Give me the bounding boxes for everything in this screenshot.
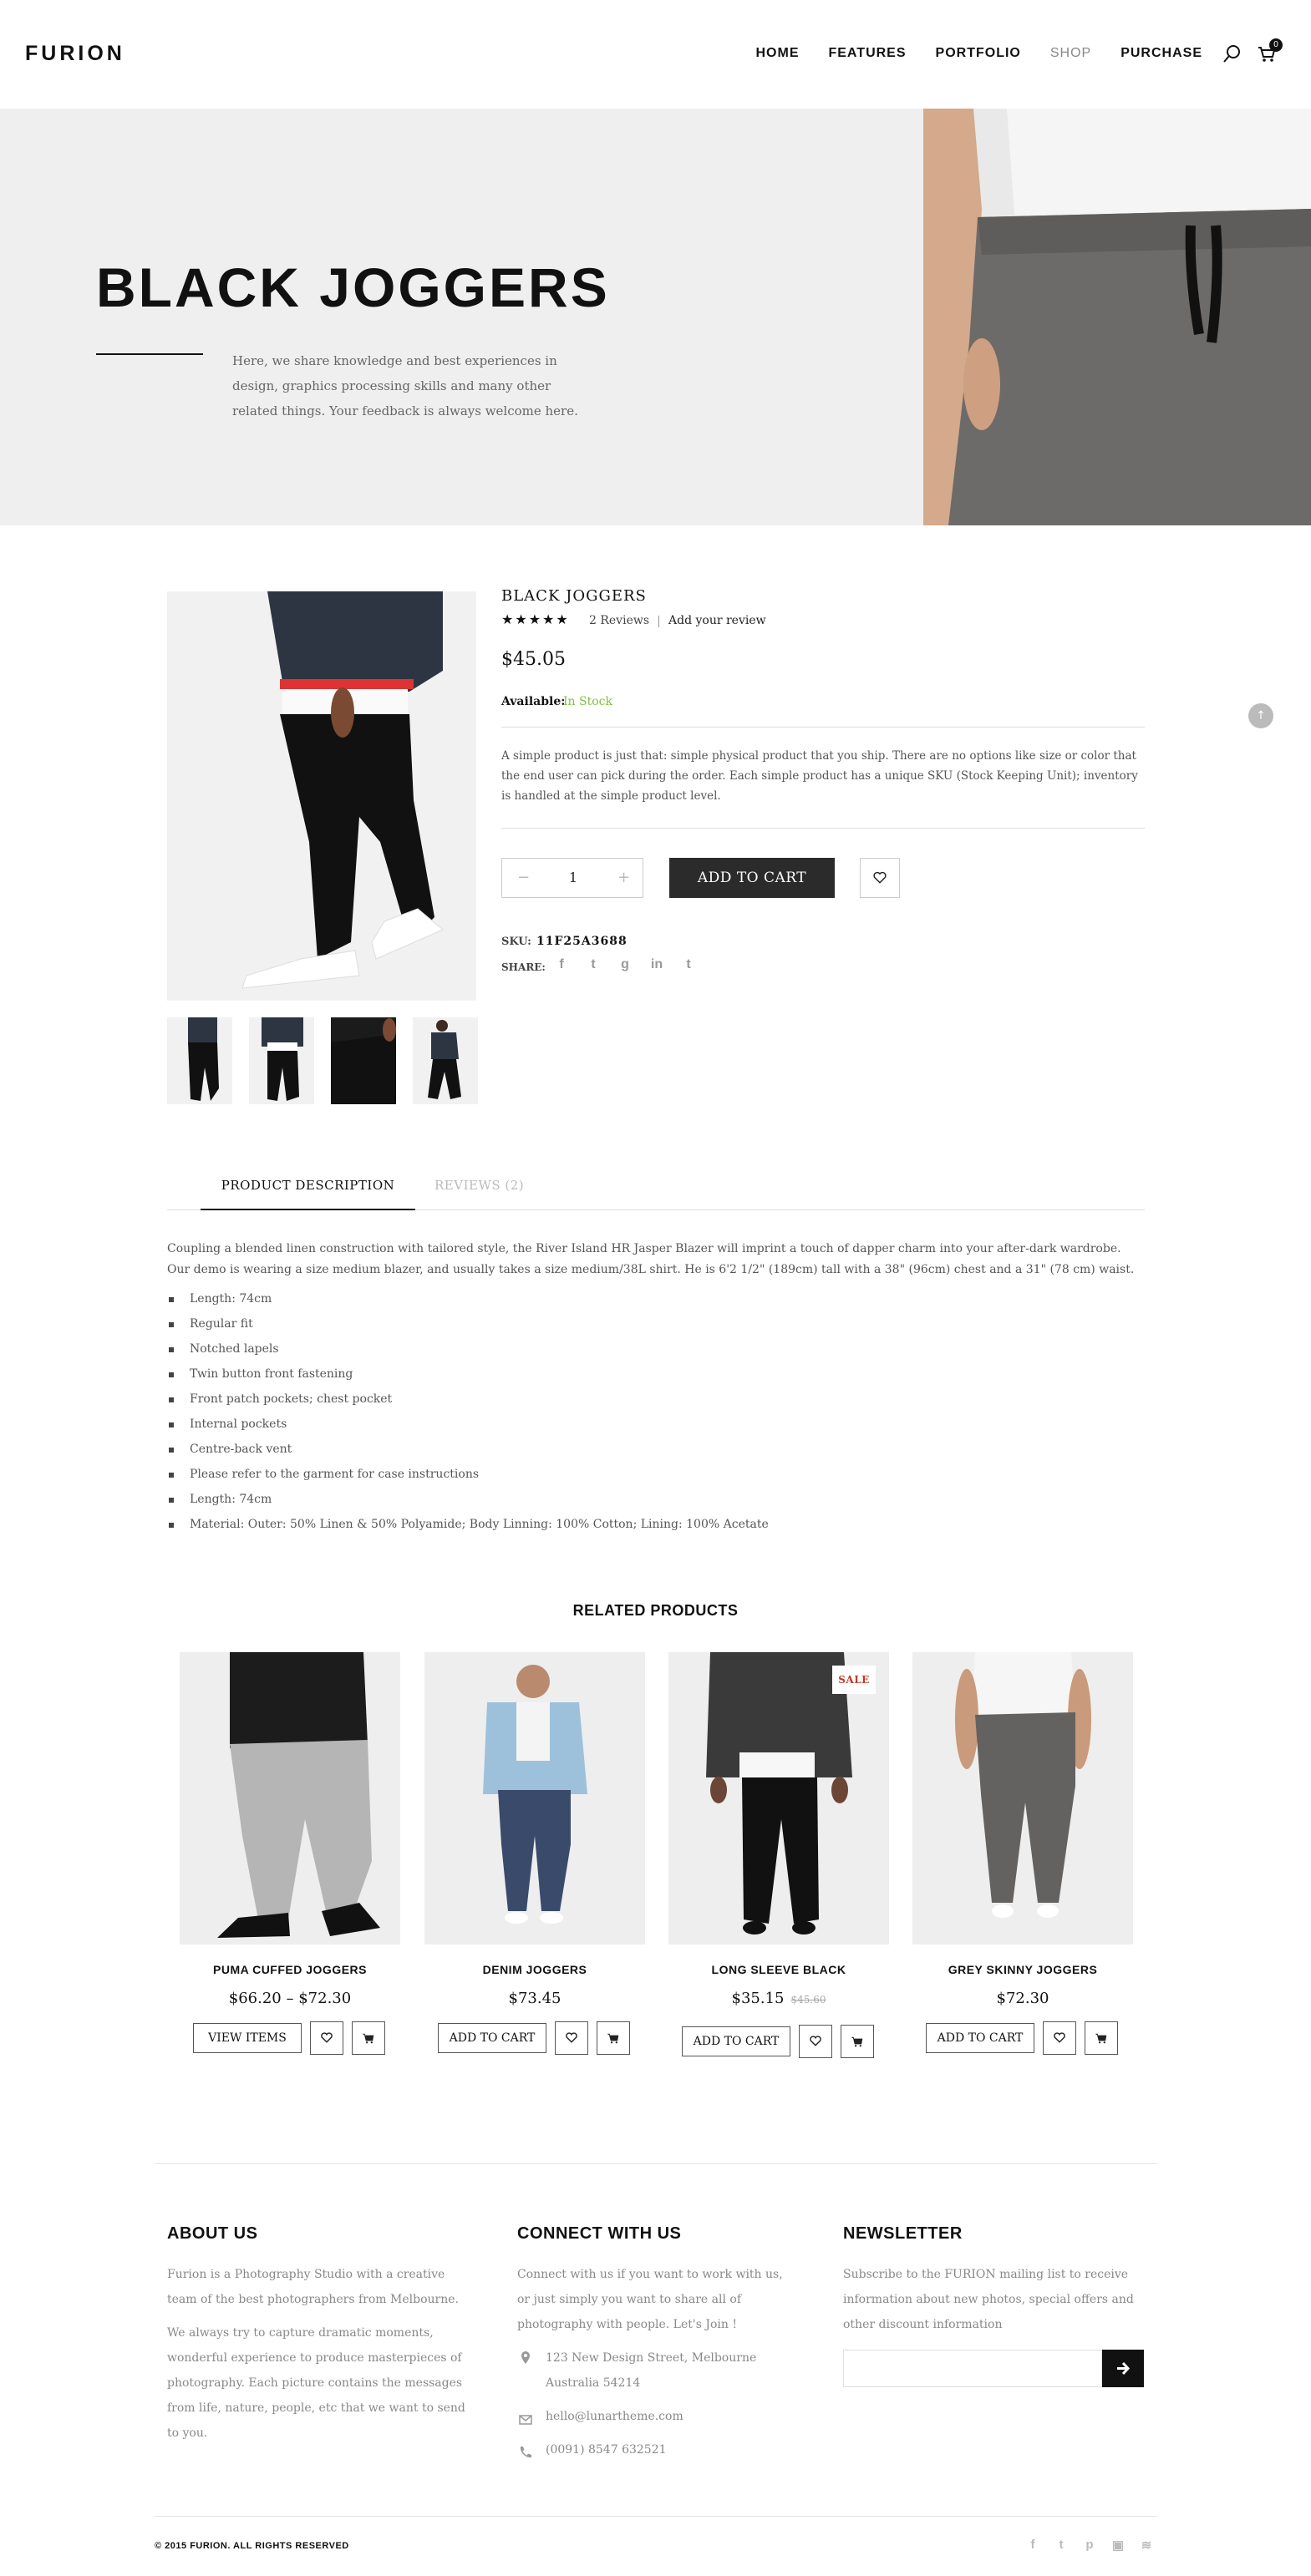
product-price: $45.05 xyxy=(501,649,566,670)
nav-features[interactable]: FEATURES xyxy=(828,46,907,60)
qty-input[interactable]: 1 xyxy=(568,870,578,885)
related-product-price xyxy=(424,1990,645,2007)
list-item: Length: 74cm xyxy=(167,1286,769,1311)
related-product-image[interactable] xyxy=(912,1652,1133,1945)
cart-icon xyxy=(841,2026,873,2057)
arrow-right-icon xyxy=(1102,2350,1144,2387)
related-product-price xyxy=(668,1990,889,2007)
product-title: BLACK JOGGERS xyxy=(501,587,647,605)
instagram-icon[interactable]: ▣ xyxy=(1111,2538,1125,2553)
heart-icon xyxy=(556,2022,587,2054)
share-icons xyxy=(555,957,695,972)
nav-shop[interactable]: SHOP xyxy=(1049,46,1092,60)
qty-plus-button[interactable]: + xyxy=(617,869,631,886)
envelope-icon xyxy=(517,2411,534,2428)
add-to-cart-icon-button[interactable] xyxy=(352,2021,385,2055)
site-header xyxy=(0,0,1311,109)
add-to-cart-button[interactable]: ADD TO CART xyxy=(682,2026,790,2056)
list-item: Please refer to the garment for case instructions xyxy=(167,1462,769,1487)
rss-icon[interactable]: ≋ xyxy=(1141,2538,1152,2553)
add-to-cart-icon-button[interactable] xyxy=(1085,2021,1118,2055)
price-value: $72.30 xyxy=(996,1990,1049,2007)
product-main-image[interactable] xyxy=(167,591,476,1001)
product-rating-stars: ★★★★★ xyxy=(501,611,570,627)
rating-separator xyxy=(658,616,659,627)
sale-badge: SALE xyxy=(832,1666,876,1694)
facebook-icon[interactable]: f xyxy=(1030,2538,1035,2552)
heart-icon xyxy=(311,2022,343,2054)
google-plus-icon[interactable]: g xyxy=(621,957,629,971)
hero-banner xyxy=(0,109,1311,525)
product-short-description: A simple product is just that: simple physical product that you ship. There are no options like size or color that the end user can pick during the order. Each simple product has a unique SKU (Stock Keeping Unit); inventory is handled at the simple product level. xyxy=(501,749,1138,803)
contact-address: 123 New Design Street, Melbourne Australia 54214 xyxy=(546,2351,757,2390)
contact-email[interactable]: hello@lunartheme.com xyxy=(546,2410,683,2423)
product-thumbnail[interactable] xyxy=(331,1017,396,1104)
share-label: SHARE: xyxy=(501,961,546,973)
newsletter-submit-button[interactable] xyxy=(1102,2350,1144,2387)
divider xyxy=(501,828,1145,829)
related-product-name[interactable]: GREY SKINNY JOGGERS xyxy=(948,1963,1098,1976)
scroll-to-top-button[interactable]: ↑ xyxy=(1248,703,1273,728)
list-item: Twin button front fastening xyxy=(167,1362,769,1387)
related-product-name[interactable]: DENIM JOGGERS xyxy=(482,1963,587,1976)
sku-label: SKU: xyxy=(501,936,531,948)
add-review-link[interactable]: Add your review xyxy=(668,614,766,627)
map-marker-icon xyxy=(517,2350,534,2366)
hero-divider xyxy=(96,353,203,355)
facebook-icon[interactable]: f xyxy=(559,957,564,971)
connect-title: CONNECT WITH US xyxy=(517,2224,682,2243)
product-description-text: Coupling a blended linen construction with tailored style, the River Island HR Jasper Blazer will imprint a touch of dapper charm into your after-dark wardrobe. Our demo is wearing a size medium blazer, and usually takes a size medium/38L shirt. He is 6'2 1/2" (189cm) tall with a 38" (96cm) chest and a 31" (78 cm) waist. xyxy=(167,1242,1135,1276)
related-product-image[interactable] xyxy=(424,1652,645,1945)
list-item: Material: Outer: 50% Linen & 50% Polyamide; Body Linning: 100% Cotton; Lining: 100% Acetate xyxy=(167,1512,769,1537)
qty-minus-button[interactable]: − xyxy=(517,869,531,886)
phone-icon xyxy=(517,2444,534,2461)
availability-value: In Stock xyxy=(563,695,612,708)
product-thumbnail[interactable] xyxy=(249,1017,314,1104)
newsletter-title: NEWSLETTER xyxy=(843,2224,963,2243)
sku-value: 11F25A3688 xyxy=(536,935,628,948)
quantity-stepper xyxy=(501,858,643,898)
copyright-text: © 2015 FURION. ALL RIGHTS RESERVED xyxy=(155,2541,349,2551)
related-product-price xyxy=(912,1990,1133,2007)
price-value: $66.20 – $72.30 xyxy=(228,1990,352,2007)
product-reviews-link[interactable]: 2 Reviews xyxy=(589,614,650,627)
cart-count-badge: 0 xyxy=(1269,38,1283,52)
contact-phone: (0091) 8547 632521 xyxy=(546,2443,667,2457)
list-item: Length: 74cm xyxy=(167,1487,769,1512)
footer-divider xyxy=(155,2516,1157,2517)
add-to-cart-button[interactable]: ADD TO CART xyxy=(669,858,835,898)
related-products-title: RELATED PRODUCTS xyxy=(572,1602,739,1619)
about-text: Furion is a Photography Studio with a creative team of the best photographers from Melbourne. xyxy=(167,2268,459,2306)
add-to-cart-button[interactable]: ADD TO CART xyxy=(926,2023,1034,2053)
cart-icon xyxy=(353,2022,384,2054)
add-to-cart-icon-button[interactable] xyxy=(597,2021,630,2055)
tumblr-icon[interactable]: t xyxy=(686,957,691,971)
list-item: Internal pockets xyxy=(167,1412,769,1437)
nav-purchase[interactable]: PURCHASE xyxy=(1120,46,1202,60)
hero-title: BLACK JOGGERS xyxy=(96,256,610,318)
old-price: $45.60 xyxy=(790,1994,826,2006)
newsletter-email-input[interactable] xyxy=(843,2350,1102,2387)
linkedin-icon[interactable]: in xyxy=(650,957,663,971)
related-product-name[interactable]: LONG SLEEVE BLACK xyxy=(711,1963,846,1976)
related-product-name[interactable]: PUMA CUFFED JOGGERS xyxy=(213,1963,367,1976)
about-title: ABOUT US xyxy=(167,2224,258,2243)
price-value: $35.15 xyxy=(731,1990,785,2007)
nav-home[interactable]: HOME xyxy=(755,46,800,60)
product-thumbnail[interactable] xyxy=(413,1017,478,1104)
add-to-cart-button[interactable]: ADD TO CART xyxy=(438,2023,546,2053)
availability-label: Available: xyxy=(501,695,566,708)
twitter-icon[interactable]: t xyxy=(1059,2538,1064,2552)
connect-text: Connect with us if you want to work with us, or just simply you want to share all of photography with people. Let's Join ! xyxy=(517,2268,783,2331)
nav-portfolio[interactable]: PORTFOLIO xyxy=(935,46,1021,60)
site-logo[interactable]: FURION xyxy=(25,42,125,65)
related-product-price xyxy=(180,1990,400,2007)
price-value: $73.45 xyxy=(508,1990,561,2007)
cart-icon xyxy=(1085,2022,1117,2054)
list-item: Notched lapels xyxy=(167,1336,769,1362)
list-item: Front patch pockets; chest pocket xyxy=(167,1387,769,1412)
about-text-2: We always try to capture dramatic moments, wonderful experience to produce masterpieces of photography. Each picture contains the messages from life, nature, people, etc that we want to send to you. xyxy=(167,2326,465,2440)
wishlist-button[interactable] xyxy=(860,858,900,898)
divider xyxy=(501,727,1145,728)
wishlist-button[interactable] xyxy=(310,2021,343,2055)
related-product-image[interactable] xyxy=(668,1652,889,1945)
search-icon[interactable] xyxy=(1222,43,1242,63)
view-items-button[interactable]: VIEW ITEMS xyxy=(193,2023,302,2053)
main-nav xyxy=(726,46,1202,61)
wishlist-button[interactable] xyxy=(799,2025,832,2058)
related-product-image[interactable] xyxy=(180,1652,400,1945)
cart-icon xyxy=(597,2022,629,2054)
hero-text: Here, we share knowledge and best experiences in design, graphics processing skills and many other related things. Your feedback is always welcome here. xyxy=(232,353,578,418)
hero-model-photo xyxy=(923,109,1311,525)
list-item: Centre-back vent xyxy=(167,1437,769,1462)
add-to-cart-icon-button[interactable] xyxy=(841,2025,874,2058)
list-item: Regular fit xyxy=(167,1311,769,1336)
wishlist-button[interactable] xyxy=(1043,2021,1076,2055)
footer-divider xyxy=(155,2163,1157,2164)
heart-icon xyxy=(861,859,899,897)
wishlist-button[interactable] xyxy=(555,2021,588,2055)
product-features-list xyxy=(167,1286,769,1537)
heart-icon xyxy=(1044,2022,1075,2054)
heart-icon xyxy=(800,2026,831,2057)
tab-reviews[interactable]: REVIEWS (2) xyxy=(434,1178,525,1193)
tab-product-description[interactable]: PRODUCT DESCRIPTION xyxy=(201,1178,415,1210)
footer-social-icons xyxy=(1024,2538,1155,2553)
newsletter-text: Subscribe to the FURION mailing list to receive information about new photos, special offers and other discount information xyxy=(843,2268,1134,2331)
pinterest-icon[interactable]: p xyxy=(1085,2538,1094,2552)
product-thumbnail[interactable] xyxy=(167,1017,232,1104)
twitter-icon[interactable]: t xyxy=(591,957,596,971)
